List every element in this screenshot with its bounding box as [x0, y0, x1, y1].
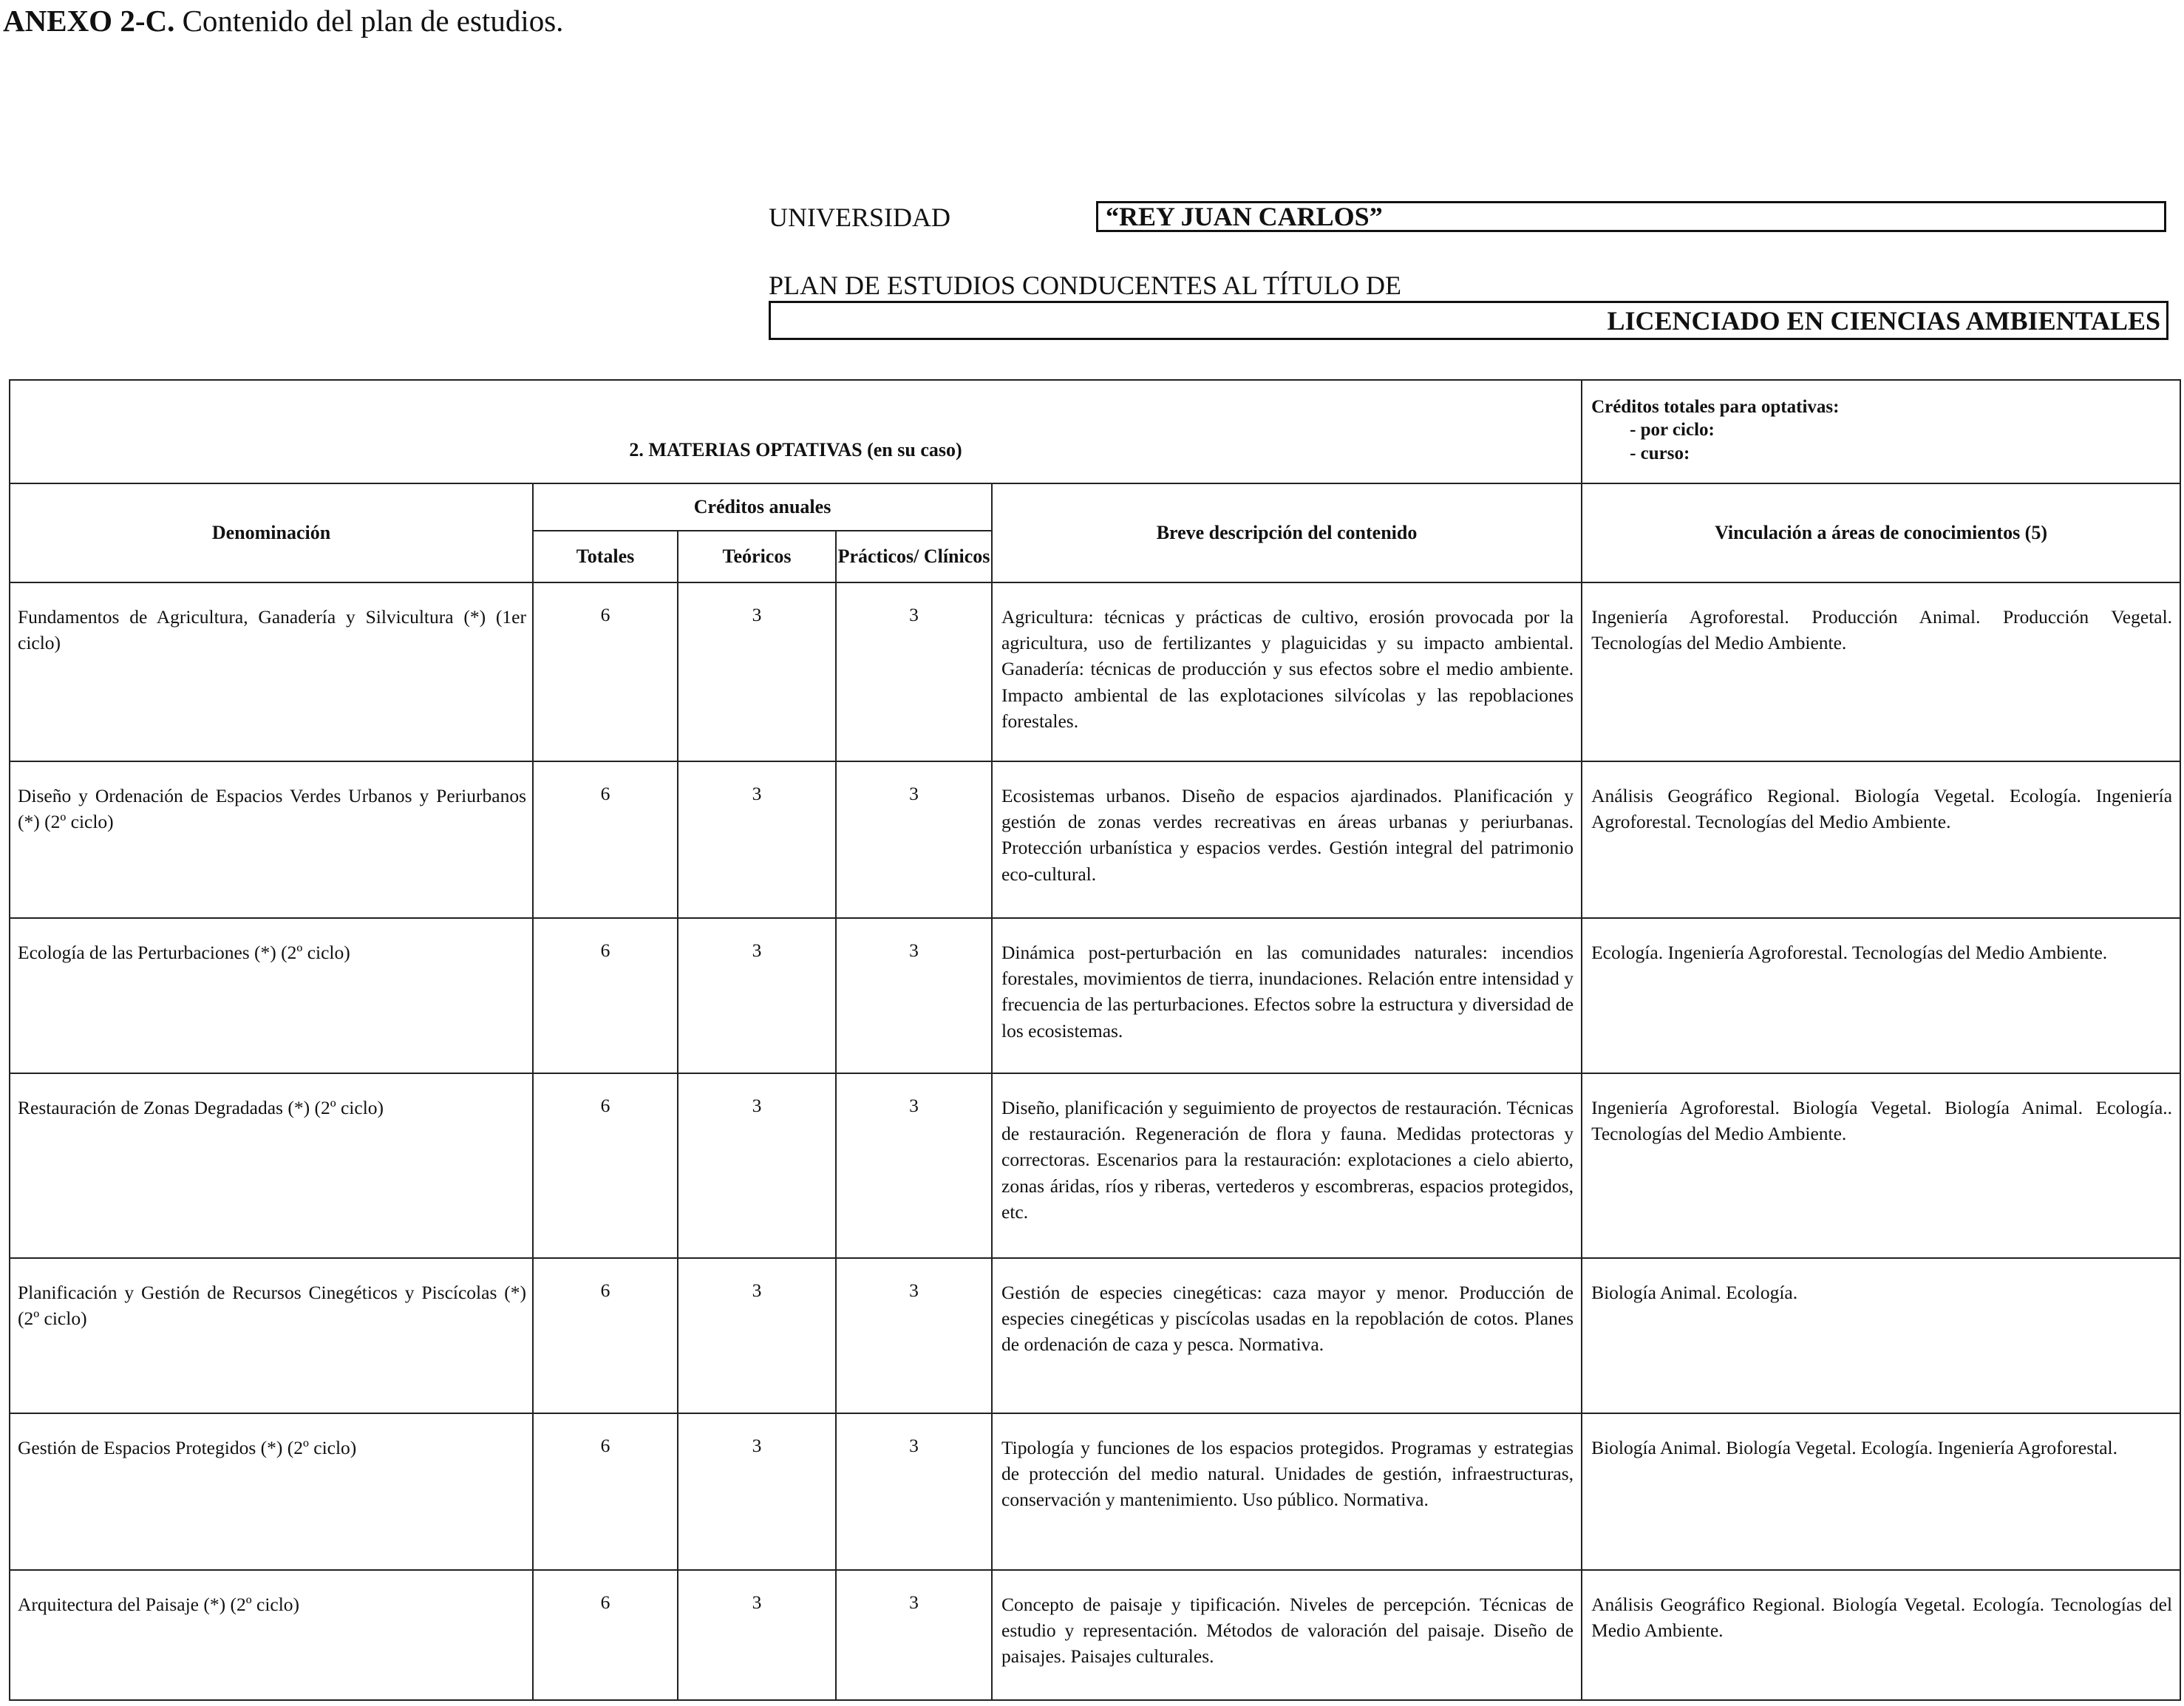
cell-vinculacion: Ecología. Ingeniería Agroforestal. Tecnologías del Medio Ambiente.: [1582, 918, 2180, 1073]
cell-teoricos: 3: [678, 1570, 836, 1700]
cell-totales: 6: [533, 582, 678, 761]
cell-teoricos: 3: [678, 918, 836, 1073]
cell-practicos: 3: [836, 1073, 992, 1258]
credits-summary: [1582, 380, 2180, 483]
col-denominacion: Denominación: [10, 483, 533, 582]
table-row: [10, 1258, 2180, 1413]
col-totales: Totales: [533, 531, 678, 582]
cell-totales: 6: [533, 1258, 678, 1413]
table-row: [10, 582, 2180, 761]
cell-vinculacion: Ingeniería Agroforestal. Producción Animal. Producción Vegetal. Tecnologías del Medio Ambiente.: [1582, 582, 2180, 761]
section-title: 2. MATERIAS OPTATIVAS (en su caso): [10, 380, 1582, 483]
cell-vinculacion: Análisis Geográfico Regional. Biología Vegetal. Ecología. Tecnologías del Medio Ambiente.: [1582, 1570, 2180, 1700]
cell-practicos: 3: [836, 1570, 992, 1700]
cell-vinculacion: Ingeniería Agroforestal. Biología Vegetal. Biología Animal. Ecología.. Tecnologías del Medio Ambiente.: [1582, 1073, 2180, 1258]
cell-vinculacion: Biología Animal. Biología Vegetal. Ecología. Ingeniería Agroforestal.: [1582, 1413, 2180, 1570]
universidad-value: “REY JUAN CARLOS”: [1096, 201, 2166, 232]
cell-descripcion: Gestión de especies cinegéticas: caza mayor y menor. Producción de especies cinegéticas y piscícolas usadas en la repoblación de cotos. Planes de ordenación de caza y pesca. Normativa.: [992, 1258, 1582, 1413]
universidad-label: UNIVERSIDAD: [769, 203, 950, 232]
col-practicos: Prácticos/ Clínicos: [836, 531, 992, 582]
cell-totales: 6: [533, 1570, 678, 1700]
col-vinculacion: Vinculación a áreas de conocimientos (5): [1582, 483, 2180, 582]
cell-denominacion: Diseño y Ordenación de Espacios Verdes Urbanos y Periurbanos (*) (2º ciclo): [10, 761, 533, 918]
credits-per-ciclo: - por ciclo:: [1630, 420, 1715, 441]
table-row: [10, 918, 2180, 1073]
cell-teoricos: 3: [678, 1073, 836, 1258]
document-title: [3, 6, 563, 36]
table-row: [10, 1413, 2180, 1570]
cell-practicos: 3: [836, 918, 992, 1073]
cell-teoricos: 3: [678, 1258, 836, 1413]
cell-descripcion: Ecosistemas urbanos. Diseño de espacios ajardinados. Planificación y gestión de zonas verdes recreativas en áreas urbanas y periurbanas. Protección urbanística y espacios verdes. Gestión integral del patrimonio eco-cultural.: [992, 761, 1582, 918]
optativas-table: [9, 379, 2181, 1701]
section-header-row: [10, 380, 2180, 483]
cell-denominacion: Ecología de las Perturbaciones (*) (2º ciclo): [10, 918, 533, 1073]
cell-descripcion: Tipología y funciones de los espacios protegidos. Programas y estrategias de protección del medio natural. Unidades de gestión, infraestructuras, conservación y mantenimiento. Uso público. Normativa.: [992, 1413, 1582, 1570]
document-title-text: Contenido del plan de estudios.: [174, 4, 564, 38]
cell-teoricos: 3: [678, 1413, 836, 1570]
plan-label: PLAN DE ESTUDIOS CONDUCENTES AL TÍTULO DE: [769, 271, 1401, 300]
credits-summary-title: Créditos totales para optativas:: [1591, 397, 1840, 417]
cell-totales: 6: [533, 1073, 678, 1258]
cell-descripcion: Agricultura: técnicas y prácticas de cultivo, erosión provocada por la agricultura, uso de fertilizantes y plaguicidas y su impacto ambiental. Ganadería: técnicas de producción y sus efectos sobre el medio ambiente. Impacto ambiental de las explotaciones silvícolas y las repoblaciones forestales.: [992, 582, 1582, 761]
cell-teoricos: 3: [678, 582, 836, 761]
cell-denominacion: Planificación y Gestión de Recursos Cinegéticos y Piscícolas (*) (2º ciclo): [10, 1258, 533, 1413]
table-row: [10, 761, 2180, 918]
col-creditos-anuales: Créditos anuales: [533, 483, 992, 531]
cell-practicos: 3: [836, 1258, 992, 1413]
cell-practicos: 3: [836, 582, 992, 761]
cell-totales: 6: [533, 761, 678, 918]
cell-practicos: 3: [836, 761, 992, 918]
table-row: [10, 1073, 2180, 1258]
cell-descripcion: Dinámica post-perturbación en las comunidades naturales: incendios forestales, movimientos de tierra, inundaciones. Relación entre intensidad y frecuencia de las perturbaciones. Efectos sobre la estructura y diversidad de los ecosistemas.: [992, 918, 1582, 1073]
column-header-row: [10, 483, 2180, 531]
cell-totales: 6: [533, 918, 678, 1073]
cell-denominacion: Restauración de Zonas Degradadas (*) (2º ciclo): [10, 1073, 533, 1258]
col-descripcion: Breve descripción del contenido: [992, 483, 1582, 582]
cell-denominacion: Fundamentos de Agricultura, Ganadería y Silvicultura (*) (1er ciclo): [10, 582, 533, 761]
cell-vinculacion: Biología Animal. Ecología.: [1582, 1258, 2180, 1413]
document-title-prefix: ANEXO 2-C.: [3, 4, 175, 38]
cell-vinculacion: Análisis Geográfico Regional. Biología Vegetal. Ecología. Ingeniería Agroforestal. Tecnologías del Medio Ambiente.: [1582, 761, 2180, 918]
col-teoricos: Teóricos: [678, 531, 836, 582]
titulo-value: LICENCIADO EN CIENCIAS AMBIENTALES: [769, 301, 2168, 340]
cell-descripcion: Concepto de paisaje y tipificación. Niveles de percepción. Técnicas de estudio y representación. Métodos de valoración del paisaje. Diseño de paisajes. Paisajes culturales.: [992, 1570, 1582, 1700]
cell-descripcion: Diseño, planificación y seguimiento de proyectos de restauración. Técnicas de restauración. Regeneración de flora y fauna. Medidas protectoras y correctoras. Escenarios para la restauración: explotaciones a cielo abierto, zonas áridas, ríos y riberas, vertederos y escombreras, espacios protegidos, etc.: [992, 1073, 1582, 1258]
cell-teoricos: 3: [678, 761, 836, 918]
table-row: [10, 1570, 2180, 1700]
cell-totales: 6: [533, 1413, 678, 1570]
cell-denominacion: Arquitectura del Paisaje (*) (2º ciclo): [10, 1570, 533, 1700]
cell-denominacion: Gestión de Espacios Protegidos (*) (2º ciclo): [10, 1413, 533, 1570]
credits-per-curso: - curso:: [1630, 443, 1690, 463]
cell-practicos: 3: [836, 1413, 992, 1570]
